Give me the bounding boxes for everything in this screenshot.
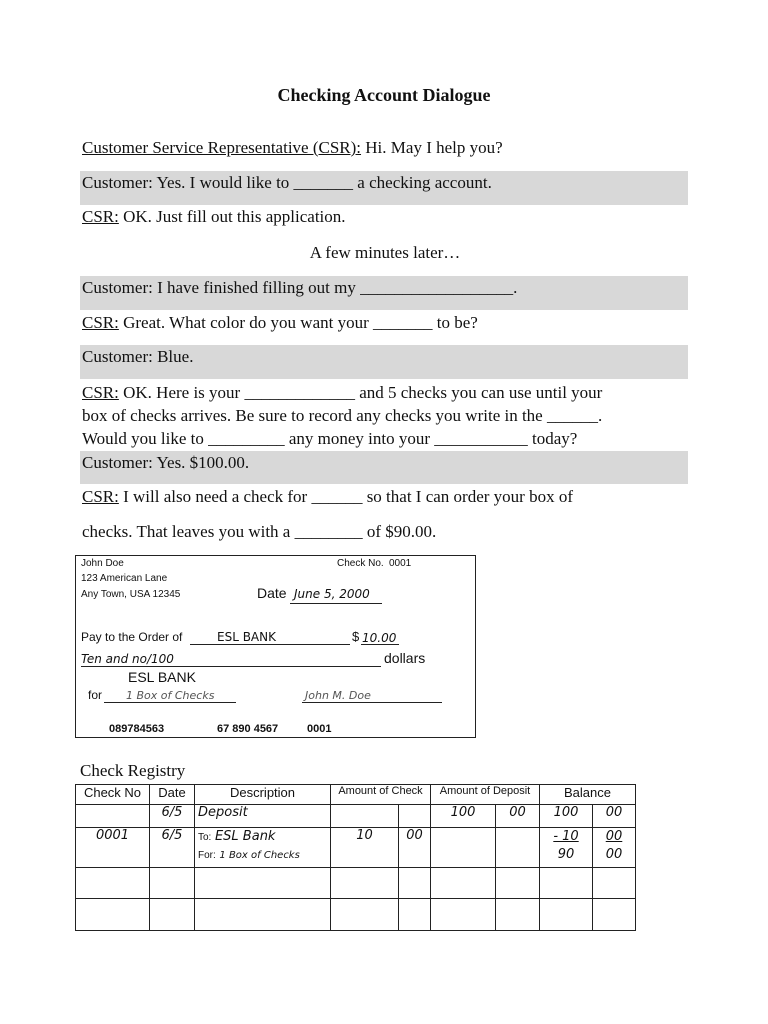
cell [150, 868, 195, 899]
memo-underline [104, 702, 236, 703]
check-date-label: Date [257, 585, 287, 601]
balance-new-cents: 00 [605, 847, 623, 862]
dollar-sign: $ [352, 629, 360, 644]
cell [496, 868, 540, 899]
signature-underline [302, 702, 442, 703]
header-description: Description [195, 785, 331, 805]
table-row [76, 868, 636, 899]
speaker-csr: CSR: [82, 207, 119, 226]
cell-description [195, 828, 331, 868]
cell-deposit-cents: 00 [496, 805, 540, 828]
cell-deposit-dollars: 100 [431, 805, 496, 828]
dialogue-line-9 [80, 451, 688, 484]
cell-balance-cents: 00 [593, 805, 636, 828]
check-address-line-2: Any Town, USA 12345 [81, 589, 181, 600]
speaker-csr: CSR: [82, 487, 119, 506]
line-text: Would you like to _________ any money into your ___________ today? [82, 429, 578, 448]
cell [431, 899, 496, 931]
amount-underline [361, 644, 399, 645]
speaker-csr-full: Customer Service Representative (CSR): [82, 138, 362, 157]
micr-check-number: 0001 [307, 723, 332, 735]
line-text: OK. Just fill out this application. [118, 207, 346, 226]
dialogue-line-10 [80, 486, 688, 508]
check-address-line-1: 123 American Lane [81, 573, 168, 584]
table-row [76, 828, 636, 868]
table-row [76, 805, 636, 828]
cell [150, 899, 195, 931]
sample-check [75, 555, 476, 738]
balance-new: 90 [557, 847, 575, 862]
dialogue-line-6 [80, 312, 688, 334]
cell-balance-cents [593, 828, 636, 868]
registry-title: Check Registry [80, 761, 186, 780]
page-title: Checking Account Dialogue [277, 85, 491, 105]
date-underline [290, 603, 382, 604]
cell [399, 868, 431, 899]
cell [593, 868, 636, 899]
cell-check-no: 0001 [76, 828, 150, 868]
header-check-no: Check No [76, 785, 150, 805]
check-number: 0001 [389, 558, 412, 569]
line-text: box of checks arrives. Be sure to record any checks you write in the ______. [82, 406, 603, 425]
table-header-row [76, 785, 636, 805]
dialogue-line-3 [80, 206, 688, 228]
speaker-csr: CSR: [82, 313, 119, 332]
cell [76, 899, 150, 931]
dialogue-line-4 [80, 242, 688, 264]
to-label: To: [198, 832, 212, 843]
cell-check-dollars: 10 [331, 828, 399, 868]
cell [540, 868, 593, 899]
words-underline [81, 666, 381, 667]
line-text: checks. That leaves you with a ________ of $90.00. [82, 522, 437, 541]
cell-description: Deposit [195, 805, 331, 828]
cell-date: 6/5 [150, 805, 195, 828]
header-amount-check: Amount of Check [331, 785, 431, 805]
cell-check-cents: 00 [399, 828, 431, 868]
pay-to-label: Pay to the Order of [81, 630, 183, 644]
memo-value: 1 Box of Checks [126, 689, 215, 702]
memo-label: for [88, 688, 103, 702]
dialogue-line-1 [80, 137, 688, 159]
check-amount: 10.00 [362, 631, 397, 645]
cell [431, 828, 496, 868]
cell [399, 805, 431, 828]
cell [540, 899, 593, 931]
line-text: Customer: Blue. [82, 347, 194, 366]
speaker-csr: CSR: [82, 383, 119, 402]
cell [195, 899, 331, 931]
cell [76, 868, 150, 899]
cell [331, 899, 399, 931]
cell [195, 868, 331, 899]
cell [496, 899, 540, 931]
dialogue-line-11 [80, 521, 688, 543]
line-text: I will also need a check for ______ so that I can order your box of [118, 487, 573, 506]
line-text: Customer: Yes. $100.00. [82, 453, 250, 472]
line-text: Great. What color do you want your _______ to be? [118, 313, 478, 332]
for-label: For: [198, 850, 216, 861]
signature: John M. Doe [305, 689, 371, 702]
cell [593, 899, 636, 931]
bank-name: ESL BANK [128, 669, 196, 685]
line-text: Hi. May I help you? [361, 138, 503, 157]
account-number: 67 890 4567 [217, 723, 279, 735]
header-balance: Balance [540, 785, 636, 805]
check-date-value: June 5, 2000 [294, 587, 370, 601]
check-registry-table [75, 784, 636, 931]
for-value: 1 Box of Checks [219, 850, 300, 861]
dialogue-line-7 [80, 345, 688, 379]
payee: ESL BANK [217, 630, 276, 644]
balance-subtract-cents: 00 [605, 829, 623, 844]
amount-in-words: Ten and no/100 [81, 652, 174, 666]
cell [399, 899, 431, 931]
cell [76, 805, 150, 828]
cell-balance-dollars [540, 828, 593, 868]
line-text: Customer: I have finished filling out my __________________. [82, 278, 518, 297]
dialogue-line-8 [82, 381, 688, 450]
dialogue-line-2 [80, 171, 688, 205]
cell [431, 868, 496, 899]
dollars-label: dollars [384, 650, 426, 666]
line-text: Customer: Yes. I would like to _______ a checking account. [82, 173, 492, 192]
cell [496, 828, 540, 868]
check-owner-name: John Doe [81, 558, 124, 569]
header-amount-deposit: Amount of Deposit [431, 785, 540, 805]
line-text: A few minutes later… [309, 243, 461, 262]
check-number-label: Check No. [337, 558, 384, 569]
table-row [76, 899, 636, 931]
payee-underline [190, 644, 350, 645]
balance-subtract: - 10 [553, 829, 579, 844]
to-value: ESL Bank [214, 829, 276, 844]
header-date: Date [150, 785, 195, 805]
dialogue-line-5 [80, 276, 688, 310]
cell [331, 868, 399, 899]
cell-balance-dollars: 100 [540, 805, 593, 828]
routing-number: 089784563 [109, 723, 165, 735]
line-text: OK. Here is your _____________ and 5 checks you can use until your [118, 383, 603, 402]
cell-date: 6/5 [150, 828, 195, 868]
cell [331, 805, 399, 828]
